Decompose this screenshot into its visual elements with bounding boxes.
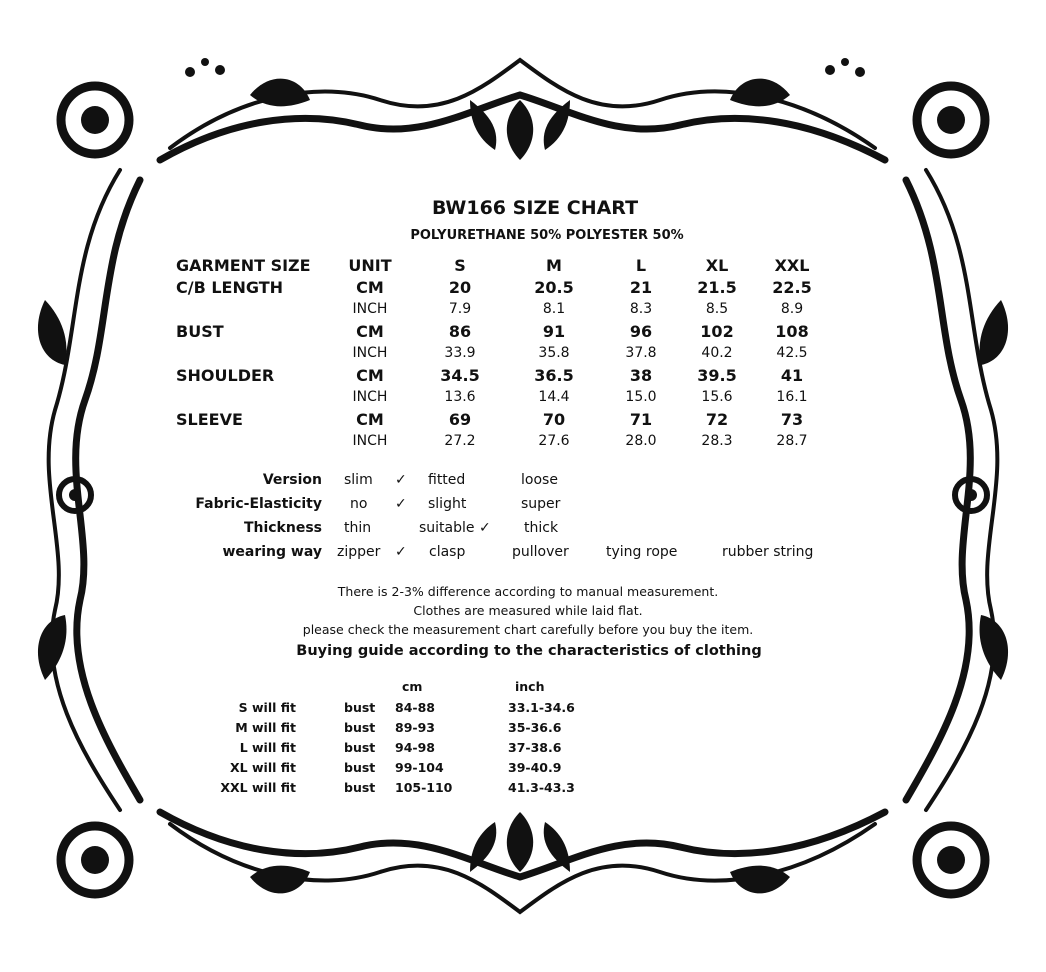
attr-label-version: Version: [262, 472, 322, 488]
guide-part: bust: [344, 720, 376, 735]
cell-cm: 41: [780, 366, 804, 385]
cell-inch: 27.6: [538, 433, 570, 449]
guide-header-inch: inch: [515, 679, 545, 694]
attr-option: super: [521, 496, 561, 512]
guide-inch: 33.1-34.6: [508, 700, 575, 715]
cell-inch: 8.9: [780, 301, 804, 317]
cell-inch: 14.4: [538, 389, 570, 405]
cell-inch: 16.1: [776, 389, 808, 405]
buying-guide-title: Buying guide according to the characteristics of clothing: [296, 643, 762, 659]
cell-inch: 28.7: [776, 433, 808, 449]
cell-inch: 42.5: [776, 345, 808, 361]
unit-inch: INCH: [352, 301, 388, 317]
guide-fit: M will fit: [235, 720, 296, 735]
attr-option: clasp: [429, 544, 466, 560]
header-size-l: L: [635, 256, 647, 275]
attr-option: pullover: [512, 544, 569, 560]
cell-inch: 37.8: [625, 345, 657, 361]
cell-cm: 69: [448, 410, 472, 429]
cell-cm: 71: [629, 410, 653, 429]
cell-cm: 22.5: [772, 278, 812, 297]
chart-subtitle: POLYURETHANE 50% POLYESTER 50%: [410, 228, 684, 243]
cell-cm: 73: [780, 410, 804, 429]
guide-fit: XL will fit: [230, 760, 296, 775]
cell-inch: 15.6: [701, 389, 733, 405]
attr-label-wearing-way: wearing way: [222, 544, 322, 560]
guide-cm: 89-93: [395, 720, 435, 735]
cell-cm: 91: [542, 322, 566, 341]
cell-inch: 8.5: [705, 301, 729, 317]
guide-fit: XXL will fit: [220, 780, 296, 795]
note-line: There is 2-3% difference according to manual measurement.: [337, 584, 719, 599]
cell-cm: 20.5: [534, 278, 574, 297]
guide-cm: 99-104: [395, 760, 444, 775]
guide-inch: 35-36.6: [508, 720, 562, 735]
unit-cm: CM: [356, 410, 384, 429]
guide-cm: 105-110: [395, 780, 453, 795]
check-icon: ✓: [395, 472, 407, 488]
chart-title: BW166 SIZE CHART: [431, 197, 639, 219]
guide-part: bust: [344, 760, 376, 775]
guide-part: bust: [344, 780, 376, 795]
attr-option: slight: [428, 496, 467, 512]
unit-inch: INCH: [352, 433, 388, 449]
cell-inch: 13.6: [444, 389, 476, 405]
attr-option: rubber string: [722, 544, 814, 560]
guide-header-cm: cm: [402, 679, 423, 694]
attr-option: fitted: [428, 472, 466, 488]
cell-cm: 34.5: [440, 366, 480, 385]
cell-cm: 21.5: [697, 278, 737, 297]
guide-inch: 37-38.6: [508, 740, 562, 755]
cell-cm: 96: [629, 322, 653, 341]
cell-inch: 28.0: [625, 433, 657, 449]
cell-cm: 102: [700, 322, 734, 341]
guide-cm: 84-88: [395, 700, 435, 715]
header-size-xl: XL: [705, 256, 729, 275]
header-size-s: S: [454, 256, 466, 275]
attr-label-fabric-elasticity: Fabric-Elasticity: [195, 496, 322, 512]
guide-part: bust: [344, 740, 376, 755]
unit-inch: INCH: [352, 345, 388, 361]
cell-inch: 28.3: [701, 433, 733, 449]
cell-inch: 33.9: [444, 345, 476, 361]
note-line: please check the measurement chart carefully before you buy the item.: [302, 622, 754, 637]
attr-option: suitable ✓: [419, 520, 491, 536]
unit-cm: CM: [356, 366, 384, 385]
cell-inch: 27.2: [444, 433, 476, 449]
cell-cm: 36.5: [534, 366, 574, 385]
cell-inch: 15.0: [625, 389, 657, 405]
cell-inch: 8.1: [542, 301, 566, 317]
cell-inch: 35.8: [538, 345, 570, 361]
check-icon: ✓: [395, 544, 407, 560]
guide-inch: 41.3-43.3: [508, 780, 575, 795]
guide-inch: 39-40.9: [508, 760, 562, 775]
cell-cm: 86: [448, 322, 472, 341]
attr-label-thickness: Thickness: [243, 520, 322, 536]
unit-cm: CM: [356, 278, 384, 297]
cell-cm: 108: [775, 322, 809, 341]
attr-option: zipper: [337, 544, 381, 560]
cell-cm: 21: [629, 278, 653, 297]
row-label-bust: BUST: [176, 322, 224, 341]
attr-option: thick: [524, 520, 559, 536]
cell-cm: 20: [448, 278, 472, 297]
header-unit: UNIT: [348, 256, 392, 275]
header-size-xxl: XXL: [774, 256, 810, 275]
note-line: Clothes are measured while laid flat.: [413, 603, 643, 618]
guide-cm: 94-98: [395, 740, 435, 755]
row-label-sleeve: SLEEVE: [176, 410, 243, 429]
cell-cm: 38: [629, 366, 653, 385]
guide-part: bust: [344, 700, 376, 715]
row-label-shoulder: SHOULDER: [176, 366, 275, 385]
cell-inch: 8.3: [629, 301, 653, 317]
check-icon: ✓: [395, 496, 407, 512]
guide-fit: S will fit: [238, 700, 296, 715]
attr-option: tying rope: [606, 544, 678, 560]
attr-option: loose: [521, 472, 558, 488]
header-size-m: M: [546, 256, 562, 275]
cell-cm: 70: [542, 410, 566, 429]
cell-cm: 39.5: [697, 366, 737, 385]
unit-inch: INCH: [352, 389, 388, 405]
cell-cm: 72: [705, 410, 729, 429]
cell-inch: 40.2: [701, 345, 733, 361]
row-label-cb-length: C/B LENGTH: [176, 278, 284, 297]
cell-inch: 7.9: [448, 301, 472, 317]
unit-cm: CM: [356, 322, 384, 341]
attr-option: slim: [344, 472, 373, 488]
guide-fit: L will fit: [239, 740, 296, 755]
attr-option: thin: [344, 520, 372, 536]
attr-option: no: [350, 496, 368, 512]
header-garment-size: GARMENT SIZE: [176, 256, 311, 275]
